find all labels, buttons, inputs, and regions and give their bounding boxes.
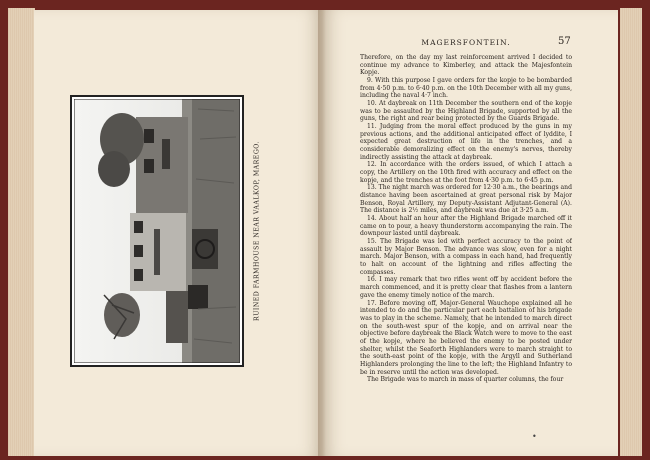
paragraph: Therefore, on the day my last reinforcement arrived I decided to continue my advance to Kimberley, and attack the Majesfontein Kopje.	[360, 54, 572, 77]
footer-mark: •	[532, 432, 537, 441]
running-head: MAGERSFONTEIN.	[421, 38, 511, 47]
farmhouse-photo	[74, 99, 240, 363]
photo-plate	[70, 95, 244, 367]
left-page-edges	[8, 8, 35, 456]
paragraph: 17. Before moving off, Major-General Wauchope explained all he intended to do and the particular part each battalion of his brigade was to play in the scheme. Namely, that he intended to march direct on the south-west spur of the kopje, and on arrival near the objective before daybreak the Black Watch were to move to the east of the kopje, where he believed the enemy to be posted under shelter, whilst the Seaforth Highlanders were to march straight to the south-east point of the kopje, with the Argyll and Sutherland Highlanders prolonging the line to the left; the Highland Infantry to be in reserve until the action was developed.	[360, 299, 572, 376]
paragraph: 9. With this purpose I gave orders for the kopje to be bombarded from 4·50 p.m. to 6·40 p.m. on the 10th December with all my guns, including the naval 4·7 inch.	[360, 77, 572, 100]
plate-caption-text: RUINED FARMHOUSE NEAR VAALKOP, MAREGO.	[253, 141, 261, 321]
paragraph: 10. At daybreak on 11th December the southern end of the kopje was to be assaulted by the Highland Brigade, supported by all the guns, the right and rear being protected by the Guards Brigade.	[360, 100, 572, 123]
paragraph: The Brigade was to march in mass of quarter columns, the four	[367, 376, 564, 384]
plate-caption	[251, 100, 263, 362]
book-gutter	[318, 10, 326, 456]
paragraph: 14. About half an hour after the Highland Brigade marched off it came on to pour, a heavy thunderstorm accompanying the rain. The downpour lasted until daybreak.	[360, 215, 572, 238]
paragraph: 11. Judging from the moral effect produced by the guns in my previous actions, and the additional anticipated effect of lyddite, I expected great destruction of life in the trenches, and a considerable demoralizing effect on the enemy's nerves, thereby indirectly assisting the attack at daybreak.	[360, 123, 572, 161]
paragraph: 13. The night march was ordered for 12·30 a.m., the bearings and distance having been ascertained at great personal risk by Major Benson, Royal Artillery, my Deputy-Assistant Adjutant-General (A). The distance is 2½ miles, and daybreak was due at 3·25 a.m.	[360, 184, 572, 215]
body-text	[360, 54, 572, 446]
right-page-edges	[620, 8, 642, 456]
paragraph: 12. In accordance with the orders issued, of which I attach a copy, the Artillery on the 10th fired with accuracy and effect on the kopje, and the trenches at the foot from 4·30 p.m. to 6·45 p.m.	[360, 161, 572, 184]
paragraph: 16. I may remark that two rifles went off by accident before the march commenced, and it is pretty clear that flashes from a lantern gave the enemy timely notice of the march.	[360, 276, 572, 299]
page-number: 57	[558, 36, 571, 47]
paragraph: 15. The Brigade was led with perfect accuracy to the point of assault by Major Benson. The advance was slow, even for a night march. Major Benson, with a compass in each hand, had frequently to halt on account of the lightning and rifles affecting the compasses.	[360, 238, 572, 276]
